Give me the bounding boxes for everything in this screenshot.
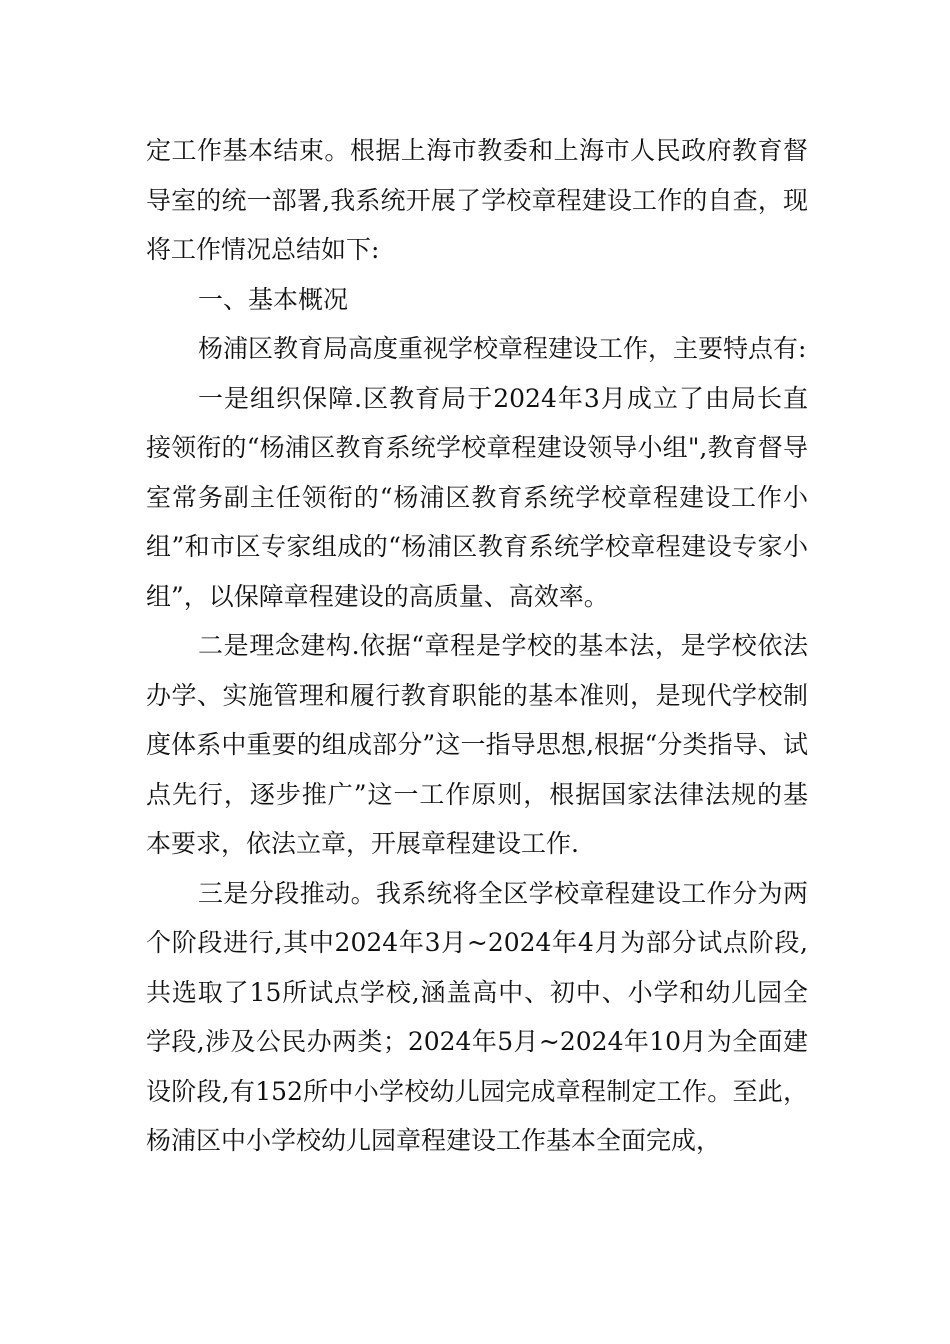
paragraph-overview: 杨浦区教育局高度重视学校章程建设工作，主要特点有:	[198, 334, 807, 363]
section-heading-basic-overview: 一、基本概况	[198, 284, 349, 314]
paragraph-concept: 二是理念建构.依据“章程是学校的基本法，是学校依法办学、实施管理和履行教育职能的基本准则，是现代学校制度体系中重要的组成部分”这一指导思想,根据“分类指导、试点先行，逐步推广”这一工作原则，根据国家法律法规的基本要求，依法立章，开展章程建设工作.	[146, 631, 808, 858]
paragraph-intro: 定工作基本结束。根据上海市教委和上海市人民政府教育督导室的统一部署,我系统开展了学校章程建设工作的自查，现将工作情况总结如下:	[146, 136, 808, 264]
paragraph-organization: 一是组织保障.区教育局于2024年3月成立了由局长直接领衔的“杨浦区教育系统学校章程建设领导小组",教育督导室常务副主任领衔的“杨浦区教育系统学校章程建设工作小组”和市区专家组成的“杨浦区教育系统学校章程建设专家小组”，以保障章程建设的高质量、高效率。	[146, 383, 808, 611]
paragraph-phases: 三是分段推动。我系统将全区学校章程建设工作分为两个阶段进行,其中2024年3月~2024年4月为部分试点阶段,共选取了15所试点学校,涵盖高中、初中、小学和幼儿园全学段,涉及公民办两类；2024年5月~2024年10月为全面建设阶段,有152所中小学校幼儿园完成章程制定工作。至此，杨浦区中小学校幼儿园章程建设工作基本全面完成，	[146, 878, 808, 1155]
document-body	[146, 126, 808, 1166]
